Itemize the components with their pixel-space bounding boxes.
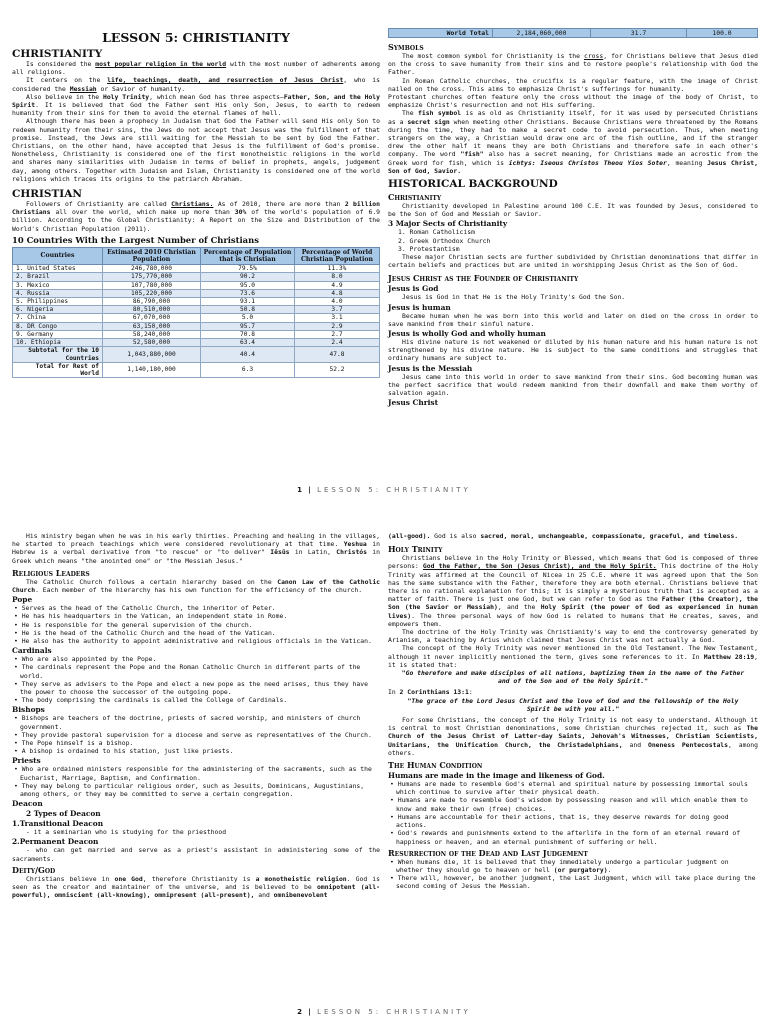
paragraph: The most common symbol for Christianity is the cross, for Christians believe that Jesus died on the cross to save humanity from their sins and to restore people's relationship with God the Father. [388,52,758,77]
paragraph: Although there has been a prophecy in Judaism that God the Father will send His only Son to redeem humanity from their sins, the Jews do not accept that Jesus was the fulfillment of that promise. Instead, the Jews are still waiting for the Messiah to be sent by God the Father. Christians, on the other hand, have accepted that Jesus is the fulfillment of God's promise. Nonetheless, Christianity is considered one of the first monotheistic religions in the world and shares many similarities with Judaism in terms of belief in prophets, angels, judgement day, among others. Together with Judaism and Islam, Christianity is considered one of the world religions which traces its origins to the patriarch Abraham. [12,117,380,183]
paragraph: Protestant churches often feature only the cross without the image of the body of Christ, to emphasize Christ's resurrection and not His suffering. [388,93,758,110]
list-item: • Bishops are teachers of the doctrine, priests of sacred worship, and ministers of church government. [12,714,380,730]
table-cell: 2. Brazil [13,273,103,281]
paragraph: These major Christian sects are further subdivided by Christian denominations that differ in certain beliefs and practices but are united in worshipping Jesus Christ as the Son of God. [388,253,758,270]
paragraph: In 2 Corinthians 13:1: [388,688,473,697]
table-cell: 1,043,880,000 [103,347,201,362]
table-row [13,273,380,281]
table-cell: 3.7 [295,306,380,314]
column-header: Percentage of Population that is Christian [201,247,295,264]
list-item: • Who are also appointed by the Pope. [12,655,380,663]
table-cell: Subtotal for the 10 Countries [13,347,103,362]
table-cell: 67,070,000 [103,314,201,322]
world-total-population: 2,184,060,000 [493,29,591,38]
table-cell: 107,780,000 [103,281,201,289]
table-cell: 5. Philippines [13,298,103,306]
table-cell: 4.0 [295,298,380,306]
table-cell: 80,510,000 [103,306,201,314]
human-condition-heading: The Human Condition [388,760,483,771]
page-number: 1 [297,486,304,494]
christianity-heading: CHRISTIANITY [12,48,103,60]
page-number: 2 [297,1008,304,1016]
paragraph: In Roman Catholic churches, the crucifix is a regular feature, with the image of Christ nailed on the cross. This aims to emphasize Christ's sufferings for humanity. [388,76,758,93]
paragraph: The fish symbol is as old as Christianity itself, for it was used by persecuted Christians as a secret sign when meeting other Christians. Because Christians were threatened by the Romans during the time, they had to make a secret code to avoid persecution. Thus, when meeting strangers on the way, a Christian would draw one arc of the fish outline, and if the stranger drew the other half it means they are both Christians and therefore safe in each other's company. The word "fish" also has a secret meaning, for Christians made an acrostic from the Greek word for fish, which is ichtys: Iseous Christos Theou Yios Soter, meaning Jesus Christ, Son of God, Savior. [388,109,759,175]
jesus-is-human-heading: Jesus is human [388,302,451,312]
table-row [13,339,380,347]
paragraph: The Catholic Church follows a certain hierarchy based on the Canon Law of the Catholic Church. Each member of the hierarchy has his own function for the efficiency of the church. [12,577,381,595]
table-cell: 5.0 [201,314,295,322]
bishops-heading: Bishops [12,705,45,715]
table-cell: 63,150,000 [103,322,201,330]
human-image-heading: Humans are made in the image and likeness of God. [388,771,605,781]
footer-text: LESSON 5: CHRISTIANITY [317,486,471,494]
list-item: • He has his headquarters in the Vatican, an independent state in Rome. [12,612,380,620]
table-cell: 70.8 [201,330,295,338]
sects-list [388,228,758,253]
page2-right-column [388,532,758,891]
page1-left-column [12,46,380,378]
historical-background-heading: HISTORICAL BACKGROUND [388,178,558,191]
column-header: Countries [13,247,103,264]
table-cell: 4. Russia [13,289,103,297]
paragraph: - it a seminarian who is studying for the priesthood [26,828,227,837]
list-item: • The body comprising the cardinals is called the College of Cardinals. [12,696,380,704]
list-item: 1. Roman Catholicism [398,228,475,237]
table-cell: 47.8 [295,347,380,362]
table-row [13,289,380,297]
jesus-christ-heading: Jesus Christ [388,398,438,408]
table-row [13,265,380,273]
deacon-types-heading: 2 Types of Deacon [26,809,101,819]
table-row [13,347,380,362]
table-cell: 8. DR Congo [13,322,103,330]
permanent-deacon-heading: 2.Permanent Deacon [12,837,99,847]
paragraph: - who can get married and serve as a priest's assistant in administering some of the sacraments. [12,846,380,863]
paragraph: His ministry began when he was in his early thirties. Preaching and healing in the villages, he started to preach teachings which were considered revolutionary at that time. Yeshua in Hebrew is a verbal derivative from "to rescue" or "to deliver" Iēsūs in Latin, Christós in Greek which means "the anointed one" or "the Messiah Jesus." [12,532,380,565]
paragraph: For some Christians, the concept of the Holy Trinity is not easy to understand. Although it is central to most Christian denominations, some Christian churches rejected it, such as The Church of the Jesus Christ of Latter-day Saints, Jehovah's Witnesses, Christian Scientists, Unitarians, the Unification Church, the Christadelphians, and Oneness Pentecostals, among others. [388,716,758,757]
table-cell: 40.4 [201,347,295,362]
page-footer: 2 | LESSON 5: CHRISTIANITY [297,1008,471,1016]
three-sects-heading: 3 Major Sects of Christianity [388,219,508,229]
table-cell: 6. Nigeria [13,306,103,314]
table-cell: 52,580,000 [103,339,201,347]
table-cell: 3.1 [295,314,380,322]
priests-heading: Priests [12,756,41,766]
table-cell: 95.0 [201,281,295,289]
pope-heading: Pope [12,595,33,605]
table-cell: 1,140,180,000 [103,362,201,377]
paragraph: Followers of Christianity are called Christians. As of 2010, there are more than 2 billion Christians all over the world, which make up more than 30% of the world's population of 6.9 billion. According to the Global Christianity: A Report on the Size and Distribution of the World's Christian Population (2011). [12,200,381,233]
jesus-is-god-heading: Jesus is God [388,284,439,294]
list-item: • The Pope himself is a bishop. [12,739,380,747]
paragraph: Christians believe in the Holy Trinity or Blessed, which means that God is composed of three persons: God the Father, the Son (Jesus Christ), and the Holy Spirit. This doctrine of the Holy Trinity was affirmed at the Council of Nicea in 25 C.E. where it was agreed upon that the Son has the same substance with the Father, therefore they are both eternal. Christians believe that there is no rational explanation for this; it is simply a mysterious truth that is accepted as a matter of faith. There is just one God, but we can refer to God as the Father (the Creator), the Son (the Savior or Messiah), and the Holy Spirit (the power of God as experienced in human lives). The three personal ways of how God is related to humans that He creates, saves, and empowers them. [388,554,759,628]
table-cell: 95.7 [201,322,295,330]
paragraph: Became human when he was born into this world and later on died on the cross in order to save mankind from their sinful nature. [388,311,758,328]
world-total-label: World Total [389,29,493,38]
christian-heading: CHRISTIAN [12,188,82,201]
list-item: • Who are ordained ministers responsible for the administering of the sacraments, such as the Eucharist, Marriage, Baptism, and Confirmation. [12,765,380,781]
cardinals-heading: Cardinals [12,646,52,656]
paragraph: (all-good). God is also sacred, moral, unchangeable, compassionate, graceful, and timeless. [388,532,739,540]
resurrection-list [388,858,758,891]
table-title: 10 Countries With the Largest Number of Christians [12,234,259,245]
page-footer: 1 | LESSON 5: CHRISTIANITY [297,486,471,494]
resurrection-heading: Resurrection of the Dead and Last Judgement [388,847,588,858]
list-item: 3. Protestantism [398,244,460,253]
table-cell: 90.2 [201,273,295,281]
list-item: • Humans are made to resemble God's eternal and spiritual nature by possessing immortal souls which continue to survive after their physical death. [388,780,758,796]
table-cell: 93.1 [201,298,295,306]
list-item: • He is responsible for the general supervision of the church. [12,621,380,629]
deacon-heading: Deacon [12,799,43,809]
table-row [13,322,380,330]
paragraph: It centers on the life, teachings, death, and resurrection of Jesus Christ, who is considered the Messiah or Savior of humanity. [12,76,380,93]
world-total-row [388,28,758,38]
paragraph: Christianity developed in Palestine around 100 C.E. It was founded by Jesus, considered to be the Son of God and Messiah or Savior. [388,202,758,219]
table-row [13,306,380,314]
table-cell: 2.4 [295,339,380,347]
list-item: • A bishop is ordained to his station, just like priests. [12,747,380,755]
symbols-heading: Symbols [388,42,424,52]
bishops-list [12,714,380,755]
paragraph: His divine nature is not weakened or diluted by his human nature and his human nature is not strengthened by his divine nature. He is subject to the same conditions and struggles that ordinary humans are subject to. [388,338,758,363]
table-cell: 4.8 [295,289,380,297]
christianity-subheading: Christianity [388,192,442,203]
paragraph: Jesus came into this world in order to save mankind from their sins. God becoming human was the perfect sacrifice that would redeem mankind from their downfall and make them worthy of salvation again. [388,372,758,398]
matthew-quote: "Go therefore and make disciples of all nations, baptizing them in the name of the Father and of the Son and of the Holy Spirit." [401,669,745,686]
table-cell: 8.0 [295,273,380,281]
table-cell: Total for Rest of World [13,362,103,377]
table-cell: 10. Ethiopia [13,339,103,347]
list-item: • When humans die, it is believed that they immediately undergo a particular judgment on whether they should go to heaven or hell (or purgatory). [388,858,758,874]
footer-text: LESSON 5: CHRISTIANITY [317,1008,471,1016]
table-cell: 63.4 [201,339,295,347]
table-row [13,362,380,377]
table-cell: 246,780,000 [103,265,201,273]
table-cell: 2.7 [295,330,380,338]
list-item: • The cardinals represent the Pope and the Roman Catholic Church in different parts of the world. [12,663,380,679]
pope-list [12,604,380,645]
table-cell: 105,220,000 [103,289,201,297]
table-row [13,298,380,306]
list-item: • There will, however, be another judgment, the Last Judgment, which will take place during the second coming of Jesus the Messiah. [388,874,758,890]
table-cell: 79.5% [201,265,295,273]
table-cell: 73.6 [201,289,295,297]
table-cell: 86,790,000 [103,298,201,306]
table-cell: 2.9 [295,322,380,330]
table-cell: 4.9 [295,281,380,289]
corinthians-quote: "The grace of the Lord Jesus Christ and the love of God and the fellowship of the Holy Spirit be with you all." [407,696,739,713]
table-cell: 50.8 [201,306,295,314]
table-cell: 3. Mexico [13,281,103,289]
table-cell: 11.3% [295,265,380,273]
table-cell: 175,770,000 [103,273,201,281]
paragraph: Christians believe in one God, therefore Christianity is a monotheistic religion. God is seen as the creator and maintainer of the universe, and is believed to be omnipotent (all-powerful), omniscient (all-knowing), omnipresent (all-present), and omnibenevolent [12,874,381,900]
table-row [13,330,380,338]
priests-list [12,765,380,798]
column-header: Estimated 2010 Christian Population [103,247,201,264]
jesus-messiah-heading: Jesus is the Messiah [388,363,473,373]
paragraph: Jesus is God in that He is the Holy Trinity's God the Son. [402,293,626,302]
cardinals-list [12,655,380,704]
page-2 [0,512,768,1024]
transitional-deacon-heading: 1.Transitional Deacon [12,819,104,829]
world-total-percentage: 31.7 [591,29,687,38]
list-item: • Humans are accountable for their actions, that is, they deserve rewards for doing good actions. [388,813,758,829]
founder-heading: Jesus Christ as the Founder of Christianity [388,273,579,284]
list-item: • They serve as advisers to the Pope and elect a new pope as the need arises, thus they have the power to choose the successor of the outgoing pope. [12,680,380,696]
table-cell: 1. United States [13,265,103,273]
jesus-wholly-heading: Jesus is wholly God and wholly human [388,329,546,339]
lesson-title: LESSON 5: CHRISTIANITY [102,30,290,45]
deity-heading: Deity/God [12,864,56,875]
paragraph: Is considered the most popular religion in the world with the most number of adherents among all religions. [12,60,380,77]
list-item: 2. Greek Orthodox Church [398,236,491,245]
paragraph: The doctrine of the Holy Trinity was Christianity's way to end the controversy generated by Arianism, a teaching by Arius which claimed that Jesus Christ was not actually a God. [388,628,758,645]
list-item: • He also has the authority to appoint administrative and religious officials in the Vatican. [12,637,380,645]
table-cell: 7. China [13,314,103,322]
human-condition-list [388,780,758,846]
table-cell: 6.3 [201,362,295,377]
paragraph: Also believe in the Holy Trinity, which mean God has three aspects—Father, Son, and the Holy Spirit. It is believed that God the Father sent His only Son, Jesus, to earth to redeem humanity from their sins for them to avoid the eternal flames of hell. [12,92,381,118]
table-cell: 58,240,000 [103,330,201,338]
table-row [13,314,380,322]
list-item: • Serves as the head of the Catholic Church, the inheritor of Peter. [12,604,380,612]
paragraph: The concept of the Holy Trinity was never mentioned in the Old Testament. The New Testament, although it never implicitly mentioned the term, gives some references to it. In Matthew 28:19, it is stated that: [388,644,758,669]
holy-trinity-heading: Holy Trinity [388,544,443,555]
religious-leaders-heading: Religious Leaders [12,567,90,578]
page2-left-column [12,532,380,900]
world-total-world-percentage: 100.0 [687,29,758,38]
list-item: • They provide pastoral supervision for a diocese and serve as representatives of the Church. [12,731,380,739]
list-item: • He is the head of the Catholic Church and the head of the Vatican. [12,629,380,637]
list-item: • God's rewards and punishments extend to the afterlife in the form of an eternal reward of happiness or heaven, and an eternal punishment of suffering or hell. [388,829,758,845]
page1-right-column [388,40,758,407]
list-item: • Humans are made to resemble God's wisdom by possessing reason and will which enable them to know and make their own (free) choices. [388,796,758,812]
table-row [13,281,380,289]
table-cell: 9. Germany [13,330,103,338]
list-item: • They may belong to particular religious order, such as Jesuits, Dominicans, Augustinians, among others, or they may be committed to serve a certain congregation. [12,782,380,798]
table-cell: 52.2 [295,362,380,377]
christian-population-table [12,247,380,378]
column-header: Percentage of World Christian Population [295,247,380,264]
